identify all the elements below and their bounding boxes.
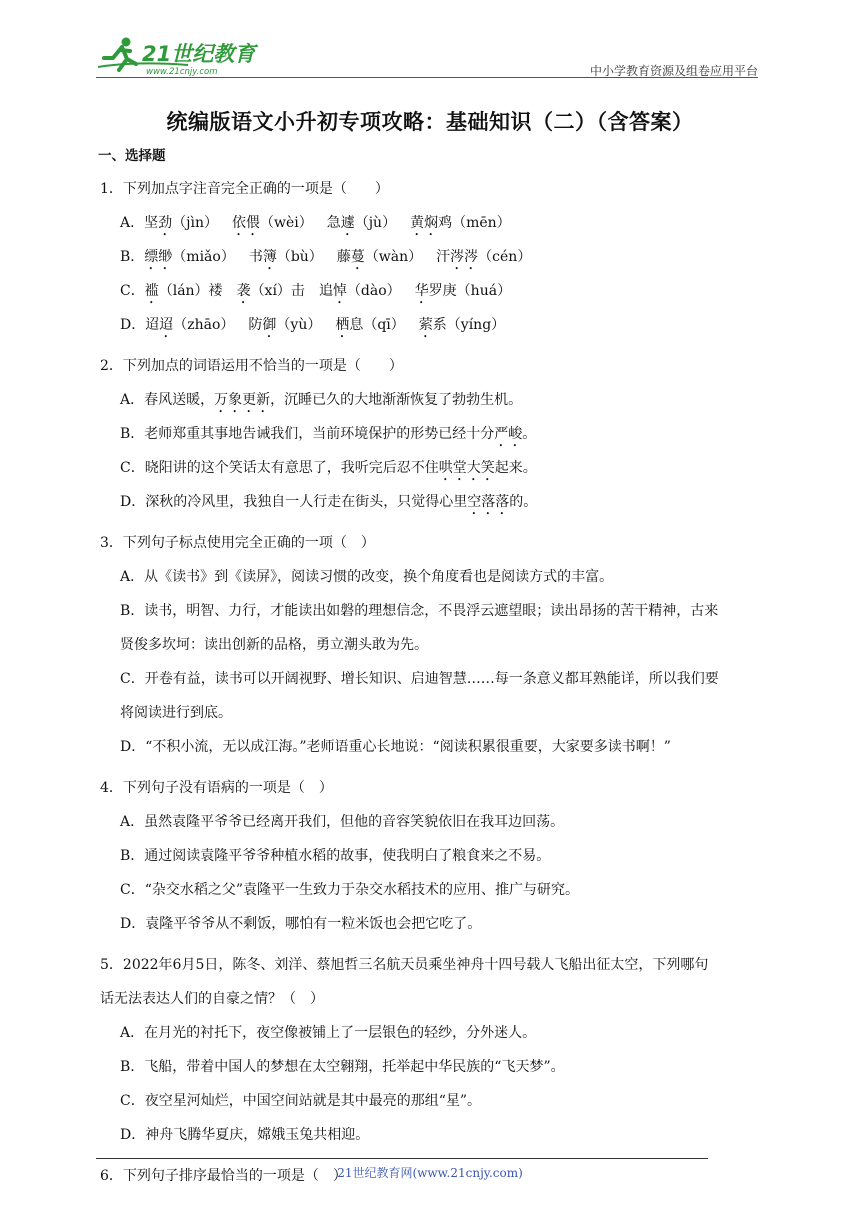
answer-option[interactable]: B．飞船，带着中国人的梦想在太空翱翔，托举起中华民族的“飞天梦”。 bbox=[120, 1059, 565, 1075]
dotted-word: 御 bbox=[262, 317, 277, 333]
question-stem: 6．下列句子排序最恰当的一项是（ ） bbox=[100, 1168, 347, 1184]
question-stem: 2．下列加点的词语运用不恰当的一项是（ ） bbox=[100, 358, 403, 374]
dotted-word: 蔓 bbox=[350, 249, 365, 265]
dotted-word: 袭 bbox=[236, 283, 251, 299]
dotted-word: 栖 bbox=[335, 317, 350, 333]
answer-option[interactable]: A．春风送暖，万象更新，沉睡已久的大地渐渐恢复了勃勃生机。 bbox=[120, 392, 523, 408]
page-header bbox=[96, 34, 758, 78]
question-stem-continued: 话无法表达人们的自豪之情？（ ） bbox=[100, 991, 324, 1007]
footer-link[interactable]: 21世纪教育网(www.21cnjy.com) bbox=[337, 1166, 523, 1180]
question-stem: 3．下列句子标点使用完全正确的一项（ ） bbox=[100, 535, 375, 551]
question-1 bbox=[98, 172, 766, 342]
answer-option[interactable]: D．“不积小流，无以成江海。”老师语重心长地说：“阅读积累很重要，大家要多读书啊！” bbox=[120, 739, 671, 755]
answer-option[interactable]: A．坚劲（jìn） 依偎（wèi） 急遽（jù） 黄焖鸡（mēn） bbox=[120, 215, 511, 231]
answer-option[interactable]: B．通过阅读袁隆平爷爷种植水稻的故事，使我明白了粮食来之不易。 bbox=[120, 848, 551, 864]
dotted-word: 悼 bbox=[332, 283, 347, 299]
question-4 bbox=[98, 771, 766, 941]
question-stem: 4．下列句子没有语病的一项是（ ） bbox=[100, 780, 333, 796]
dotted-word: 华 bbox=[414, 283, 429, 299]
logo-url-text: www.21cnjy.com bbox=[146, 67, 218, 77]
answer-option[interactable]: C．晓阳讲的这个笑话太有意思了，我听完后忍不住哄堂大笑起来。 bbox=[120, 460, 537, 476]
option-continued: 将阅读进行到底。 bbox=[120, 705, 232, 721]
answer-option[interactable]: B．缥缈（miǎo） 书簿（bù） 藤蔓（wàn） 汗涔涔（cén） bbox=[120, 249, 532, 265]
question-stem: 5．2022年6月5日，陈冬、刘洋、蔡旭哲三名航天员乘坐神舟十四号载人飞船出征太空，下列哪句 bbox=[100, 957, 709, 973]
answer-option[interactable]: D．迢迢（zhāo） 防御（yù） 栖息（qī） 萦系（yíng） bbox=[120, 317, 506, 333]
section-heading: 一、选择题 bbox=[98, 148, 166, 164]
dotted-word: 黄焖 bbox=[410, 215, 439, 231]
dotted-word: 迢 bbox=[159, 317, 174, 333]
dotted-word: 严峻 bbox=[494, 426, 523, 442]
question-stem: 1．下列加点字注音完全正确的一项是（ ） bbox=[100, 181, 389, 197]
dotted-word: 缥缈 bbox=[144, 249, 173, 265]
platform-name: 中小学教育资源及组卷应用平台 bbox=[589, 64, 758, 78]
dotted-word: 褴 bbox=[144, 283, 159, 299]
answer-option[interactable]: D．神舟飞腾华夏庆，嫦娥玉兔共相迎。 bbox=[120, 1127, 370, 1143]
option-continued: 贤俊多坎坷：读出创新的品格，勇立潮头敢为先。 bbox=[120, 637, 428, 653]
answer-option[interactable]: C．“杂交水稻之父”袁隆平一生致力于杂交水稻技术的应用、推广与研究。 bbox=[120, 882, 580, 898]
dotted-word: 依偎 bbox=[231, 215, 260, 231]
answer-option[interactable]: C．开卷有益，读书可以开阔视野、增长知识、启迪智慧……每一条意义都耳熟能详，所以我们要 bbox=[120, 671, 719, 687]
answer-option[interactable]: A．在月光的衬托下，夜空像被铺上了一层银色的轻纱，分外迷人。 bbox=[120, 1025, 537, 1041]
page-title: 统编版语文小升初专项攻略：基础知识（二）（含答案） bbox=[166, 109, 694, 134]
answer-option[interactable]: D．深秋的冷风里，我独自一人行走在街头，只觉得心里空落落的。 bbox=[120, 494, 538, 510]
dotted-word: 空落落 bbox=[467, 494, 510, 510]
logo-21cnjy bbox=[96, 34, 266, 78]
dotted-word: 劲 bbox=[158, 215, 173, 231]
answer-option[interactable]: B．读书，明智、力行，才能读出如磐的理想信念，不畏浮云遮望眼；读出昂扬的苦干精神，古来 bbox=[120, 603, 719, 619]
answer-option[interactable]: A．从《读书》到《读屏》，阅读习惯的改变，换个角度看也是阅读方式的丰富。 bbox=[120, 569, 614, 585]
answer-option[interactable]: B．老师郑重其事地告诫我们，当前环境保护的形势已经十分严峻。 bbox=[120, 426, 537, 442]
answer-option[interactable]: A．虽然袁隆平爷爷已经离开我们，但他的音容笑貌依旧在我耳边回荡。 bbox=[120, 814, 565, 830]
dotted-word: 遽 bbox=[340, 215, 355, 231]
question-2 bbox=[98, 349, 766, 519]
footer-rule bbox=[96, 1158, 708, 1159]
answer-option[interactable]: C．夜空星河灿烂，中国空间站就是其中最亮的那组“星”。 bbox=[120, 1093, 482, 1109]
dotted-word: 涔涔 bbox=[450, 249, 479, 265]
question-5 bbox=[98, 948, 766, 1152]
header-rule bbox=[96, 77, 758, 78]
answer-option[interactable]: D．袁隆平爷爷从不剩饭，哪怕有一粒米饭也会把它吃了。 bbox=[120, 916, 482, 932]
logo-text: 21世纪教育 bbox=[142, 42, 256, 66]
answer-option[interactable]: C．褴（lán）褛 袭（xí）击 追悼（dào） 华罗庚（huá） bbox=[120, 283, 512, 299]
dotted-word: 簿 bbox=[262, 249, 277, 265]
dotted-word: 萦 bbox=[418, 317, 433, 333]
question-3 bbox=[98, 526, 766, 764]
dotted-word: 哄堂大笑 bbox=[438, 460, 495, 476]
question-list bbox=[98, 146, 766, 1200]
dotted-word: 万象更新 bbox=[214, 392, 271, 408]
